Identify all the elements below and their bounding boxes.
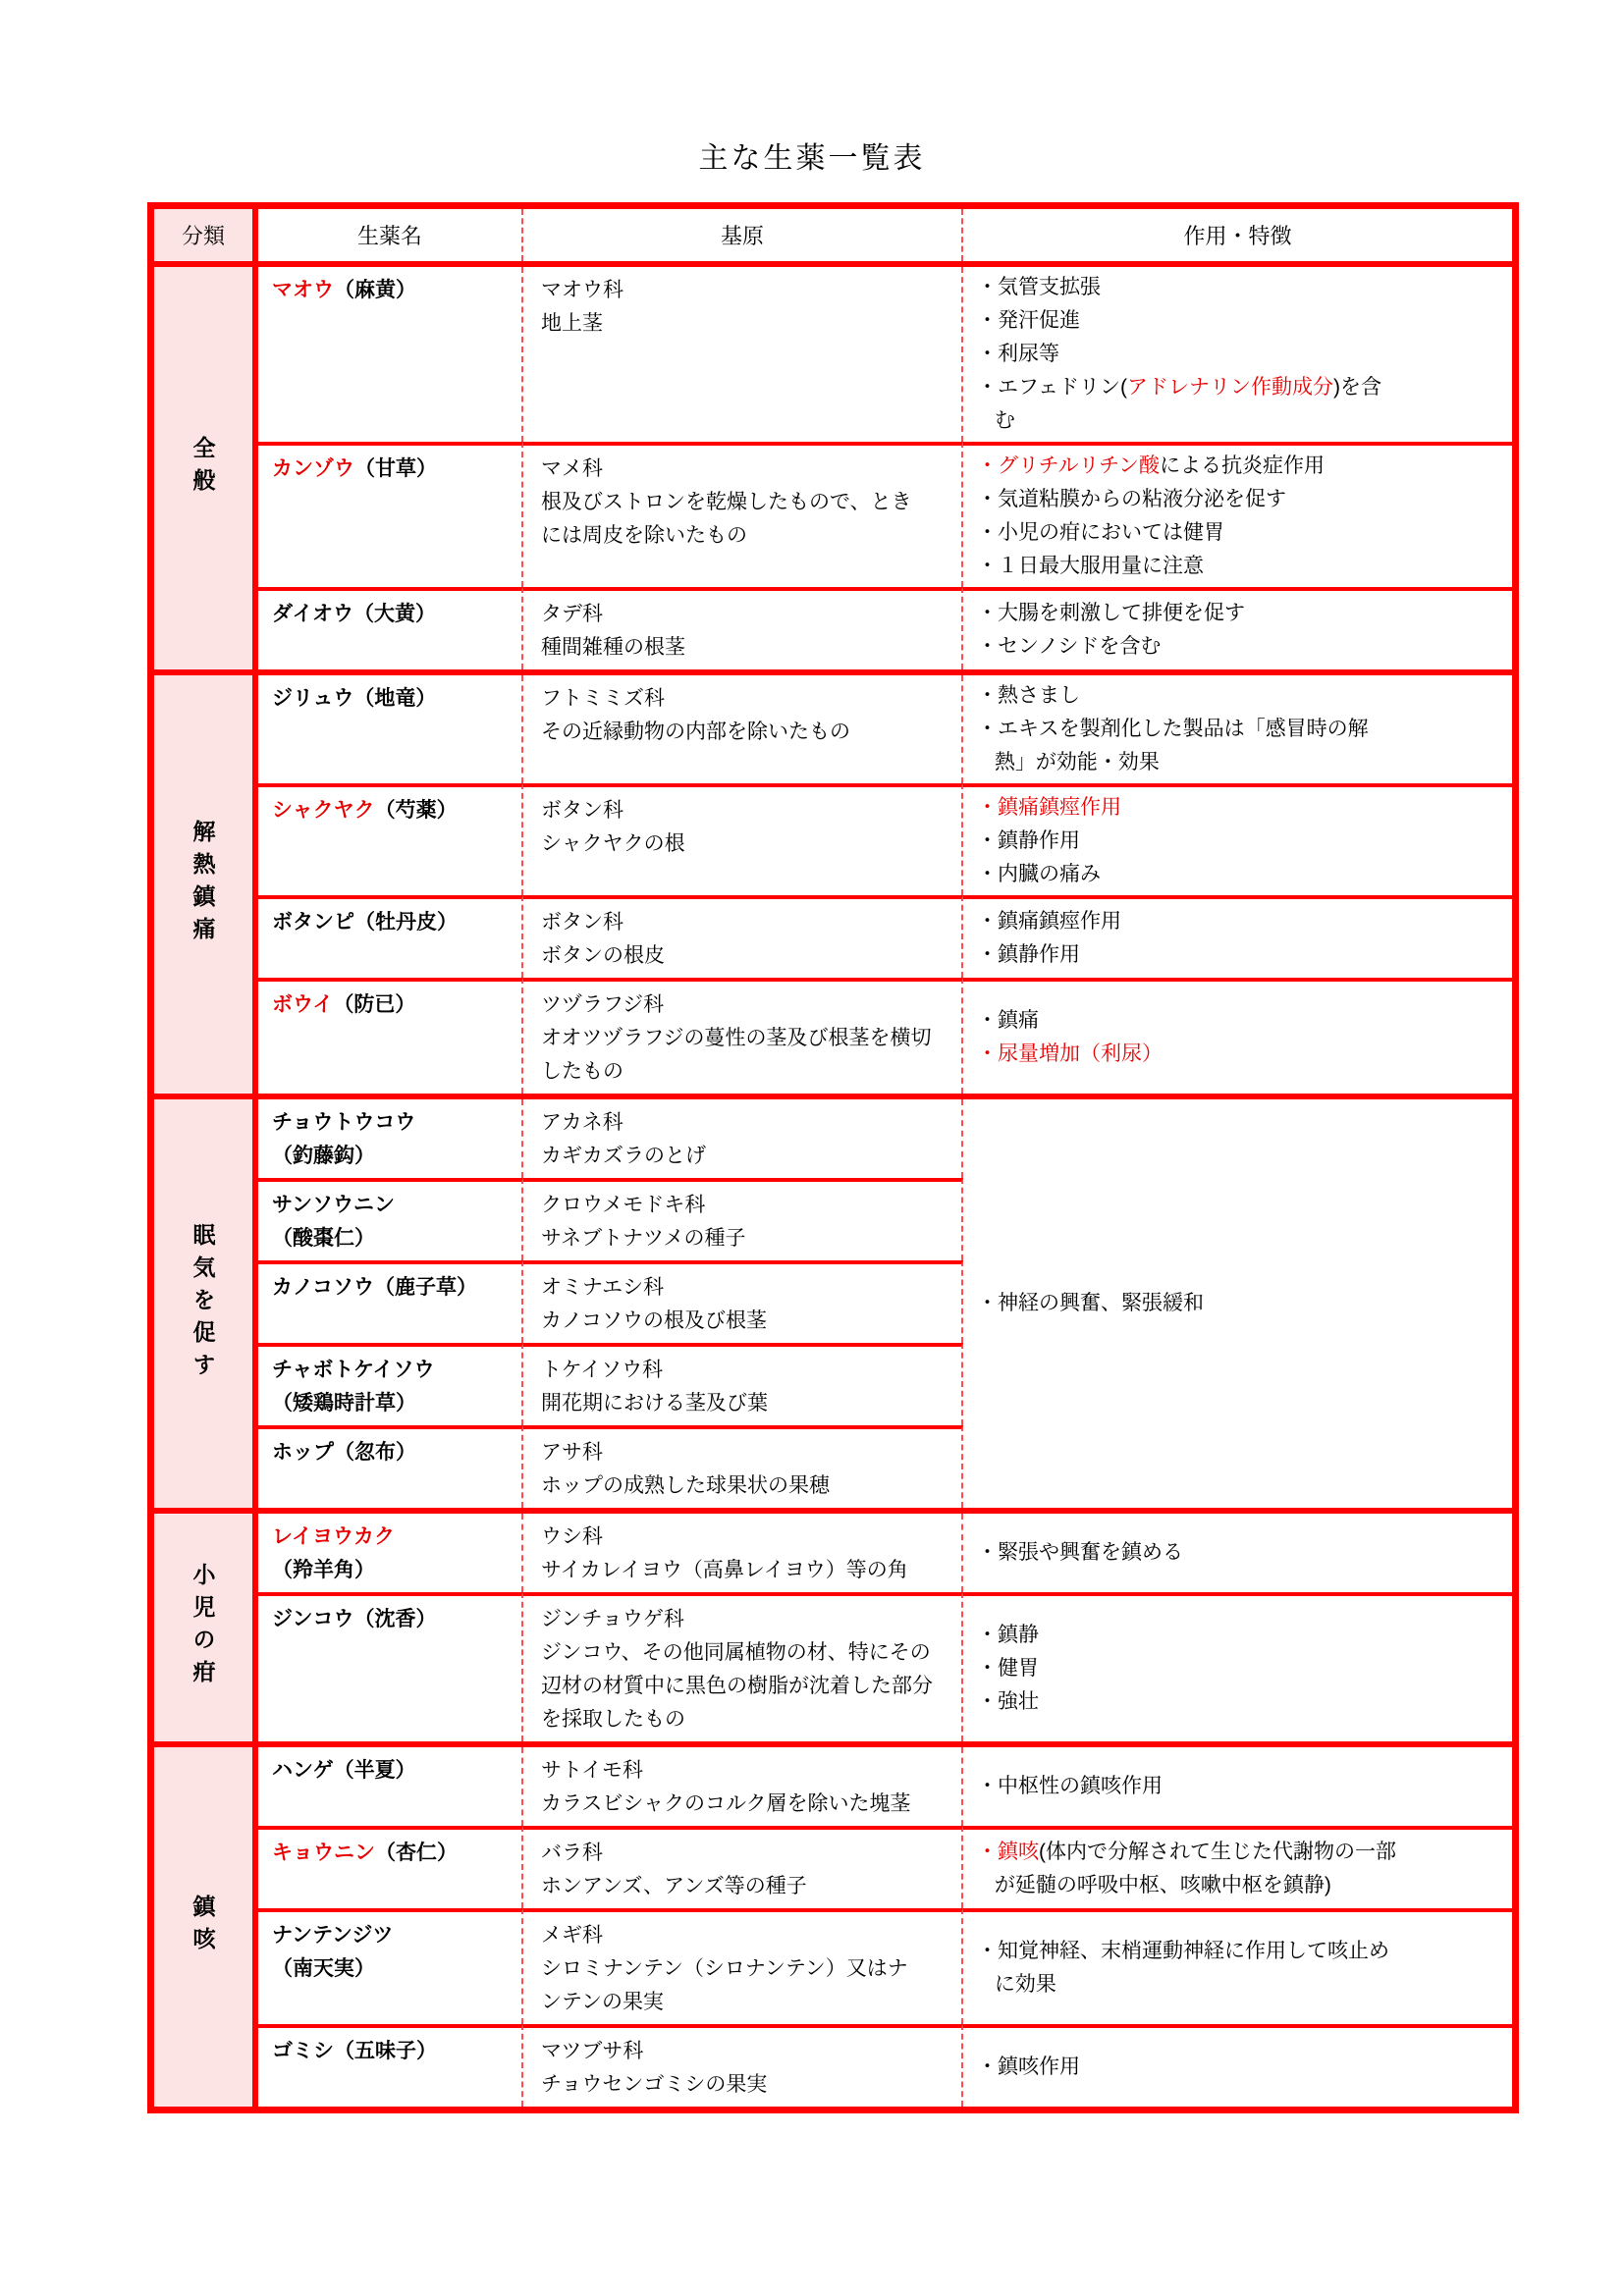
text-segment: ・健胃: [977, 1657, 1039, 1680]
highlight-text: キョウニン: [272, 1842, 375, 1864]
text-segment: （酸棗仁）: [272, 1227, 375, 1250]
drug-name-cell: [258, 267, 523, 442]
text-segment: (体内で分解されて生じた代謝物の一部: [1039, 1841, 1396, 1863]
text-segment: （地竜）: [353, 687, 437, 710]
drug-name-cell: [258, 783, 523, 895]
origin-line: チョウセンゴミシの果実: [541, 2073, 768, 2096]
text-segment: （忽布）: [334, 1441, 416, 1464]
text-segment: （半夏）: [333, 1759, 416, 1782]
text-segment: （五味子）: [334, 2040, 437, 2062]
origin-line: アサ科: [541, 1441, 603, 1464]
action-cell: [963, 1826, 1512, 1908]
origin-line: オミナエシ科: [541, 1276, 665, 1299]
text-segment: が延髄の呼吸中枢、咳嗽中枢を鎮静): [994, 1874, 1331, 1896]
action-line: [977, 550, 1502, 583]
origin-line: シロミナンテン（シロナンテン）又はナ: [541, 1957, 908, 1980]
text-segment: （矮鶏時計草）: [272, 1392, 416, 1415]
action-cell: [963, 2024, 1512, 2107]
origin-cell: [523, 895, 963, 978]
text-segment: ・知覚神経、末梢運動神経に作用して咳止め: [977, 1940, 1389, 1962]
drug-name-line: [272, 2035, 515, 2068]
text-segment: ハンゲ: [272, 1759, 334, 1782]
highlight-text: ・鎮咳: [977, 1841, 1039, 1863]
action-line: [977, 825, 1502, 858]
text-segment: ・鎮痛鎮痙作用: [977, 910, 1121, 933]
drug-name-cell: [258, 978, 523, 1094]
category-cell: 鎮咳: [154, 1747, 258, 2107]
origin-line: ジンコウ、その他同属植物の材、特にその: [541, 1641, 931, 1664]
origin-cell: [523, 1260, 963, 1343]
action-cell: [963, 783, 1512, 895]
origin-line: トケイソウ科: [541, 1359, 664, 1381]
origin-cell: [523, 442, 963, 587]
origin-line: サネブトナツメの種子: [541, 1227, 746, 1250]
text-segment: ボタンピ: [272, 911, 354, 934]
text-segment: ・中枢性の鎮咳作用: [977, 1775, 1163, 1797]
origin-cell: [523, 1099, 963, 1178]
text-segment: チャボトケイソウ: [272, 1359, 435, 1381]
text-segment: （防已）: [333, 993, 416, 1016]
drug-name-line: [272, 453, 515, 486]
origin-line: 種間雑種の根茎: [541, 636, 685, 659]
origin-line: マツブサ科: [541, 2040, 644, 2062]
action-line: [977, 630, 1502, 664]
text-segment: ・神経の興奮、緊張緩和: [977, 1292, 1204, 1314]
highlight-text: アドレナリン作動成分: [1126, 376, 1333, 399]
highlight-text: マオウ: [272, 279, 334, 301]
origin-cell: [523, 267, 963, 442]
origin-line: 根及びストロンを乾燥したもので、とき: [541, 491, 912, 513]
action-line: [977, 938, 1502, 972]
text-segment: （大黄）: [352, 603, 436, 625]
action-cell: [963, 442, 1512, 587]
origin-cell: [523, 1592, 963, 1741]
text-segment: ・大腸を刺激して排便を促す: [977, 602, 1245, 624]
drug-name-line: [272, 1603, 515, 1636]
action-line: [977, 516, 1502, 550]
action-line: [977, 338, 1502, 371]
origin-line: マオウ科: [541, 279, 623, 301]
category-cell: 解熱鎮痛: [154, 675, 258, 1094]
drug-name-line: [272, 1387, 515, 1420]
action-line: [977, 371, 1502, 404]
origin-line: 辺材の材質中に黒色の樹脂が沈着した部分: [541, 1675, 933, 1697]
origin-line: サトイモ科: [541, 1759, 643, 1782]
text-segment: ・緊張や興奮を鎮める: [977, 1541, 1183, 1564]
origin-line: カラスビシャクのコルク層を除いた塊茎: [541, 1792, 911, 1815]
drug-name-cell: [258, 1514, 523, 1592]
action-line: [977, 791, 1502, 825]
origin-line: ウシ科: [541, 1525, 603, 1548]
origin-cell: [523, 1343, 963, 1425]
origin-line: には周皮を除いたもの: [541, 524, 747, 547]
text-segment: ・熱さまし: [977, 684, 1080, 707]
text-segment: チョウトウコウ: [272, 1111, 416, 1134]
text-segment: （芍薬）: [374, 799, 458, 822]
highlight-text: ・尿量増加（利尿）: [977, 1042, 1163, 1065]
text-segment: ・鎮咳作用: [977, 2056, 1080, 2078]
origin-cell: [523, 783, 963, 895]
action-line: [977, 905, 1502, 938]
action-line: [977, 1968, 1502, 2002]
origin-cell: [523, 1747, 963, 1826]
action-line: [977, 597, 1502, 630]
action-line: [977, 1287, 1502, 1320]
action-line: [977, 404, 1502, 438]
header-cell-category: 分類: [154, 209, 258, 261]
action-line: [977, 1770, 1502, 1803]
text-segment: （甘草）: [354, 457, 437, 480]
text-segment: ・内臓の痛み: [977, 863, 1101, 885]
merged-action-cell: [963, 1099, 1512, 1508]
drug-name-cell: [258, 1260, 523, 1343]
drug-name-cell: [258, 587, 523, 669]
origin-line: サイカレイヨウ（高鼻レイヨウ）等の角: [541, 1559, 908, 1581]
text-segment: カノコソウ: [272, 1276, 374, 1299]
category-cell: 小児の疳: [154, 1514, 258, 1741]
text-segment: （牡丹皮）: [354, 911, 458, 934]
action-cell: [963, 1514, 1512, 1592]
action-line: [977, 1652, 1502, 1685]
action-cell: [963, 675, 1512, 783]
action-line: [977, 1869, 1502, 1902]
action-line: [977, 679, 1502, 713]
action-line: [977, 1685, 1502, 1719]
origin-line: ホンアンズ、アンズ等の種子: [541, 1875, 807, 1897]
origin-line: ボタンの根皮: [541, 944, 665, 967]
action-line: [977, 1004, 1502, 1038]
origin-line: シャクヤクの根: [541, 832, 685, 855]
text-segment: ・鎮静作用: [977, 829, 1080, 852]
category-group: [154, 1094, 1512, 1508]
text-segment: ・利尿等: [977, 343, 1059, 365]
text-segment: ダイオウ: [272, 603, 353, 625]
drug-name-cell: [258, 1747, 523, 1826]
text-segment: ・小児の疳においては健胃: [977, 521, 1224, 544]
header-cell-action: 作用・特徴: [963, 209, 1512, 261]
origin-line: ボタン科: [541, 799, 623, 822]
action-line: [977, 1619, 1502, 1652]
text-segment: ジリュウ: [272, 687, 354, 710]
origin-line: ツヅラフジ科: [541, 993, 665, 1016]
action-line: [977, 746, 1502, 779]
text-segment: （沈香）: [353, 1608, 437, 1630]
header-cell-origin: 基原: [523, 209, 963, 261]
text-segment: （釣藤鈎）: [272, 1145, 375, 1167]
table-header-row: [154, 209, 1512, 267]
origin-line: メギ科: [541, 1924, 603, 1947]
drug-name-line: [272, 1554, 515, 1587]
origin-cell: [523, 587, 963, 669]
table-body: [154, 267, 1512, 2107]
highlight-text: ・グリチルリチン酸: [977, 454, 1161, 477]
text-segment: サンソウニン: [272, 1194, 395, 1216]
drug-name-cell: [258, 1425, 523, 1508]
drug-name-line: [272, 1106, 515, 1140]
text-segment: ゴミシ: [272, 2040, 334, 2062]
drug-name-line: [272, 1140, 515, 1173]
drug-name-cell: [258, 1178, 523, 1260]
origin-line: を採取したもの: [541, 1708, 685, 1731]
origin-line: したもの: [541, 1060, 623, 1083]
drug-name-line: [272, 1521, 515, 1554]
origin-line: 地上茎: [541, 312, 603, 335]
category-cell: 全般: [154, 267, 258, 669]
action-line: [977, 450, 1502, 483]
highlight-text: レイヨウカク: [272, 1525, 395, 1548]
category-cell: 眠気を促す: [154, 1099, 258, 1508]
action-cell: [963, 978, 1512, 1094]
category-group: [154, 1508, 1512, 1741]
category-group: [154, 267, 1512, 669]
origin-cell: [523, 1908, 963, 2024]
origin-line: その近縁動物の内部を除いたもの: [541, 721, 850, 743]
highlight-text: シャクヤク: [272, 799, 375, 822]
text-segment: ・気管支拡張: [977, 276, 1101, 298]
text-segment: （鹿子草）: [373, 1276, 477, 1299]
drug-name-line: [272, 794, 515, 828]
drug-name-line: [272, 988, 515, 1022]
highlight-text: ボウイ: [272, 993, 334, 1016]
action-cell: [963, 267, 1512, 442]
action-line: [977, 1935, 1502, 1968]
drug-name-line: [272, 1189, 515, 1222]
action-line: [977, 713, 1502, 746]
origin-line: フトミミズ科: [541, 687, 665, 710]
text-segment: （麻黄）: [334, 279, 416, 301]
drug-name-cell: [258, 1343, 523, 1425]
drug-name-cell: [258, 1592, 523, 1741]
text-segment: （南天実）: [272, 1957, 375, 1980]
drug-name-cell: [258, 1908, 523, 2024]
action-cell: [963, 895, 1512, 978]
origin-cell: [523, 1178, 963, 1260]
text-segment: ナンテンジツ: [272, 1924, 394, 1947]
origin-line: マメ科: [541, 457, 603, 480]
action-line: [977, 858, 1502, 891]
text-segment: ・発汗促進: [977, 309, 1080, 332]
action-line: [977, 304, 1502, 338]
action-line: [977, 1038, 1502, 1071]
drug-name-line: [272, 598, 515, 631]
origin-cell: [523, 2024, 963, 2107]
text-segment: ・鎮痛: [977, 1009, 1039, 1032]
drug-name-line: [272, 1436, 515, 1469]
drug-name-cell: [258, 2024, 523, 2107]
origin-line: バラ科: [541, 1842, 603, 1864]
drug-name-line: [272, 1222, 515, 1255]
origin-cell: [523, 675, 963, 783]
highlight-text: ・鎮痛鎮痙作用: [977, 796, 1121, 819]
origin-line: アカネ科: [541, 1111, 623, 1134]
text-segment: ・１日最大服用量に注意: [977, 555, 1204, 577]
action-line: [977, 2051, 1502, 2084]
text-segment: ・センノシドを含む: [977, 635, 1162, 658]
text-segment: ジンコウ: [272, 1608, 354, 1630]
text-segment: に効果: [994, 1973, 1056, 1996]
drug-name-line: [272, 682, 515, 716]
origin-line: ンテンの果実: [541, 1991, 664, 2013]
origin-cell: [523, 1826, 963, 1908]
action-line: [977, 1536, 1502, 1570]
category-group: [154, 669, 1512, 1094]
drug-name-cell: [258, 1099, 523, 1178]
page-title: 主な生薬一覧表: [698, 142, 926, 175]
origin-cell: [523, 1514, 963, 1592]
origin-cell: [523, 1425, 963, 1508]
drug-name-cell: [258, 442, 523, 587]
origin-line: クロウメモドキ科: [541, 1194, 706, 1216]
action-cell: [963, 587, 1512, 669]
drug-name-line: [272, 274, 515, 307]
text-segment: （羚羊角）: [272, 1559, 375, 1581]
text-segment: ・エフェドリン(: [977, 376, 1127, 399]
origin-line: ホップの成熟した球果状の果穂: [541, 1474, 830, 1497]
text-segment: による抗炎症作用: [1160, 454, 1326, 477]
text-segment: 熱」が効能・効果: [994, 751, 1160, 774]
highlight-text: カンゾウ: [272, 457, 354, 480]
text-segment: （杏仁）: [375, 1842, 458, 1864]
origin-cell: [523, 978, 963, 1094]
text-segment: ・鎮静作用: [977, 943, 1080, 966]
action-line: [977, 271, 1502, 304]
origin-line: ジンチョウゲ科: [541, 1608, 684, 1630]
header-cell-name: 生薬名: [258, 209, 523, 261]
text-segment: む: [994, 409, 1015, 432]
drug-name-line: [272, 1952, 515, 1986]
drug-name-cell: [258, 895, 523, 978]
text-segment: ・気道粘膜からの粘液分泌を促す: [977, 488, 1286, 510]
text-segment: ・エキスを製剤化した製品は「感冒時の解: [977, 718, 1369, 740]
drug-name-line: [272, 1837, 515, 1870]
text-segment: ・強壮: [977, 1690, 1039, 1713]
origin-line: カギカズラのとげ: [541, 1145, 706, 1167]
action-cell: [963, 1908, 1512, 2024]
drug-name-cell: [258, 675, 523, 783]
origin-line: オオツヅラフジの蔓性の茎及び根茎を横切: [541, 1027, 932, 1049]
herb-table: [147, 202, 1519, 2113]
origin-line: ボタン科: [541, 911, 623, 934]
action-line: [977, 483, 1502, 516]
drug-name-cell: [258, 1826, 523, 1908]
drug-name-line: [272, 906, 515, 939]
origin-line: 開花期における茎及び葉: [541, 1392, 768, 1415]
category-group: [154, 1741, 1512, 2107]
origin-line: カノコソウの根及び根茎: [541, 1309, 767, 1332]
action-line: [977, 1836, 1502, 1869]
text-segment: ホップ: [272, 1441, 334, 1464]
text-segment: )を含: [1332, 376, 1381, 399]
origin-line: タデ科: [541, 603, 603, 625]
drug-name-line: [272, 1354, 515, 1387]
drug-name-line: [272, 1271, 515, 1305]
drug-name-line: [272, 1919, 515, 1952]
drug-name-line: [272, 1754, 515, 1788]
action-cell: [963, 1747, 1512, 1826]
text-segment: ・鎮静: [977, 1624, 1039, 1646]
action-cell: [963, 1592, 1512, 1741]
